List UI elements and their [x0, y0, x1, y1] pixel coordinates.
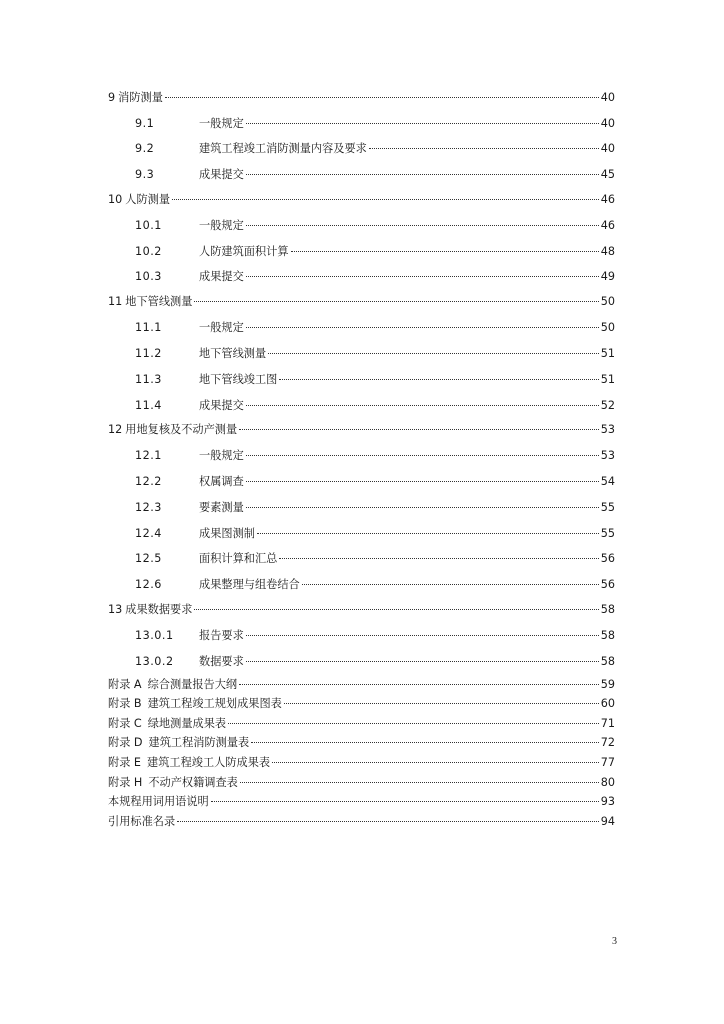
toc-entry-page: 54 [600, 474, 615, 488]
toc-entry-title: 面积计算和汇总 [199, 552, 278, 566]
toc-entry[interactable] [108, 773, 615, 793]
toc-entry-page: 94 [600, 814, 615, 828]
toc-entry[interactable] [108, 418, 615, 443]
toc-entry-title: 综合测量报告大纲 [147, 677, 238, 691]
toc-entry[interactable] [108, 753, 615, 773]
toc-entry-title: 建筑工程竣工规划成果图表 [147, 697, 282, 711]
toc-entry-page: 56 [600, 552, 615, 566]
toc-dot-leader [251, 742, 599, 743]
toc-entry[interactable] [108, 598, 615, 623]
toc-entry[interactable] [108, 733, 615, 753]
toc-dot-leader [239, 429, 599, 430]
toc-entry-title: 用地复核及不动产测量 [125, 423, 238, 437]
toc-entry-title: 成果数据要求 [125, 603, 193, 617]
toc-entry-title: 数据要求 [199, 654, 244, 668]
toc-entry[interactable] [108, 290, 615, 315]
toc-entry-page: 46 [600, 193, 615, 207]
toc-entry-title: 要素测量 [199, 500, 244, 514]
page-number: 3 [612, 936, 617, 947]
toc-entry-page: 56 [600, 578, 615, 592]
toc-entry-page: 53 [600, 423, 615, 437]
toc-entry-number: 12.1 [135, 448, 162, 462]
toc-entry-number: 13.0.1 [135, 628, 174, 642]
toc-dot-leader [194, 301, 598, 302]
toc-entry-number: 12.4 [135, 526, 162, 540]
toc-entry[interactable] [108, 572, 615, 598]
toc-entry-page: 51 [600, 372, 615, 386]
toc-entry-number: 10.3 [135, 270, 162, 284]
toc-entry-page: 53 [600, 448, 615, 462]
toc-dot-leader [194, 609, 598, 610]
toc-entry-page: 48 [600, 244, 615, 258]
toc-entry-title: 建筑工程消防测量表 [148, 736, 250, 750]
toc-dot-leader [279, 558, 598, 559]
toc-entry[interactable] [108, 136, 615, 162]
toc-dot-leader [246, 455, 599, 456]
toc-entry[interactable] [108, 315, 615, 341]
toc-entry[interactable] [108, 86, 615, 111]
toc-entry-page: 93 [600, 795, 615, 809]
toc-entry-page: 40 [600, 91, 615, 104]
toc-entry-title: 成果提交 [199, 168, 244, 182]
toc-dot-leader [369, 148, 599, 149]
toc-entry[interactable] [108, 111, 615, 137]
toc-entry-title: 一般规定 [199, 448, 244, 462]
toc-dot-leader [246, 635, 599, 636]
toc-entry[interactable] [108, 162, 615, 188]
toc-entry[interactable] [108, 239, 615, 265]
toc-entry-page: 80 [600, 775, 615, 789]
toc-entry-title: 成果图测制 [199, 526, 255, 540]
toc-dot-leader [228, 723, 599, 724]
toc-entry-page: 72 [600, 736, 615, 750]
toc-entry-title: 建筑工程竣工人防成果表 [147, 755, 271, 769]
toc-entry-page: 50 [600, 295, 615, 309]
toc-dot-leader [165, 97, 599, 98]
toc-entry-number: 附录 B [108, 697, 142, 711]
toc-dot-leader [172, 199, 599, 200]
toc-dot-leader [246, 661, 599, 662]
toc-entry-number: 12 [108, 423, 123, 437]
toc-entry[interactable] [108, 546, 615, 572]
toc-entry[interactable] [108, 213, 615, 239]
toc-entry[interactable] [108, 341, 615, 367]
toc-entry-title: 绿地测量成果表 [147, 716, 227, 730]
toc-entry[interactable] [108, 792, 615, 812]
toc-entry-title: 报告要求 [199, 628, 244, 642]
toc-entry-title: 地下管线竣工图 [199, 372, 278, 386]
toc-entry-number: 9.3 [135, 168, 155, 182]
toc-entry-page: 40 [600, 142, 615, 156]
toc-entry-title: 成果提交 [199, 398, 244, 412]
toc-entry[interactable] [108, 694, 615, 714]
toc-entry-title: 成果提交 [199, 270, 244, 284]
toc-dot-leader [291, 251, 599, 252]
toc-entry-title: 一般规定 [199, 116, 244, 130]
toc-entry-number: 12.2 [135, 474, 162, 488]
toc-entry[interactable] [108, 393, 615, 419]
toc-entry-number: 附录 D [108, 736, 143, 750]
toc-entry-number: 11.1 [135, 320, 162, 334]
toc-entry[interactable] [108, 675, 615, 695]
toc-entry[interactable] [108, 521, 615, 547]
toc-entry-title: 一般规定 [199, 320, 244, 334]
toc-dot-leader [284, 703, 599, 704]
toc-dot-leader [246, 405, 599, 406]
toc-entry[interactable] [108, 649, 615, 675]
toc-entry[interactable] [108, 264, 615, 290]
toc-entry-number: 附录 C [108, 716, 142, 730]
toc-entry-title: 地下管线测量 [199, 346, 267, 360]
toc-entry-page: 52 [600, 398, 615, 412]
toc-entry-number: 12.3 [135, 500, 162, 514]
toc-entry-page: 45 [600, 168, 615, 182]
table-of-contents [108, 86, 615, 831]
toc-dot-leader [246, 481, 599, 482]
toc-entry-title: 建筑工程竣工消防测量内容及要求 [199, 142, 367, 156]
toc-entry[interactable] [108, 188, 615, 213]
toc-entry-number: 9.1 [135, 116, 155, 130]
toc-dot-leader [257, 533, 599, 534]
toc-entry-title: 本规程用词用语说明 [108, 795, 209, 809]
toc-entry-number: 11.2 [135, 346, 162, 360]
toc-entry[interactable] [108, 367, 615, 393]
toc-entry[interactable] [108, 812, 615, 832]
toc-entry-title: 引用标准名录 [108, 814, 176, 828]
toc-dot-leader [177, 821, 599, 822]
toc-entry-page: 50 [600, 320, 615, 334]
toc-dot-leader [246, 225, 599, 226]
toc-entry-page: 59 [600, 677, 615, 691]
toc-entry-title: 消防测量 [118, 91, 163, 104]
toc-entry-number: 13 [108, 603, 123, 617]
toc-dot-leader [246, 276, 599, 277]
toc-entry-number: 9 [108, 91, 116, 104]
toc-entry-page: 55 [600, 526, 615, 540]
toc-entry-number: 11.4 [135, 398, 162, 412]
toc-entry-number: 9.2 [135, 142, 155, 156]
toc-entry-page: 46 [600, 218, 615, 232]
toc-dot-leader [246, 174, 599, 175]
toc-entry-page: 55 [600, 500, 615, 514]
toc-dot-leader [246, 507, 599, 508]
toc-entry-number: 12.6 [135, 578, 162, 592]
toc-entry[interactable] [108, 443, 615, 469]
toc-entry-number: 11.3 [135, 372, 162, 386]
toc-entry-number: 11 [108, 295, 123, 309]
toc-dot-leader [272, 762, 599, 763]
toc-entry-number: 12.5 [135, 552, 162, 566]
toc-entry[interactable] [108, 714, 615, 734]
toc-entry-page: 40 [600, 116, 615, 130]
toc-entry-page: 58 [600, 628, 615, 642]
toc-entry-number: 附录 H [108, 775, 143, 789]
toc-entry-title: 人防建筑面积计算 [199, 244, 289, 258]
toc-entry-page: 77 [600, 755, 615, 769]
toc-entry-title: 一般规定 [199, 218, 244, 232]
toc-entry-title: 地下管线测量 [125, 295, 193, 309]
toc-entry-number: 10 [108, 193, 123, 207]
toc-dot-leader [279, 379, 598, 380]
toc-entry-page: 58 [600, 603, 615, 617]
toc-entry-number: 10.2 [135, 244, 162, 258]
toc-entry-page: 71 [600, 716, 615, 730]
toc-dot-leader [268, 353, 599, 354]
toc-entry-title: 不动产权籍调查表 [148, 775, 238, 789]
toc-entry[interactable] [108, 623, 615, 649]
toc-entry-page: 49 [600, 270, 615, 284]
toc-entry-page: 58 [600, 654, 615, 668]
toc-entry[interactable] [108, 495, 615, 521]
toc-entry-page: 60 [600, 697, 615, 711]
toc-entry-title: 成果整理与组卷结合 [199, 578, 300, 592]
toc-dot-leader [246, 327, 599, 328]
toc-entry-number: 附录 A [108, 677, 142, 691]
toc-entry-page: 51 [600, 346, 615, 360]
toc-dot-leader [246, 123, 599, 124]
toc-dot-leader [240, 782, 599, 783]
toc-entry[interactable] [108, 469, 615, 495]
toc-entry-number: 附录 E [108, 755, 141, 769]
toc-entry-title: 人防测量 [125, 193, 171, 207]
toc-entry-number: 10.1 [135, 218, 162, 232]
toc-dot-leader [211, 801, 599, 802]
toc-entry-title: 权属调查 [199, 474, 244, 488]
toc-entry-number: 13.0.2 [135, 654, 174, 668]
toc-dot-leader [239, 684, 599, 685]
toc-dot-leader [302, 584, 599, 585]
